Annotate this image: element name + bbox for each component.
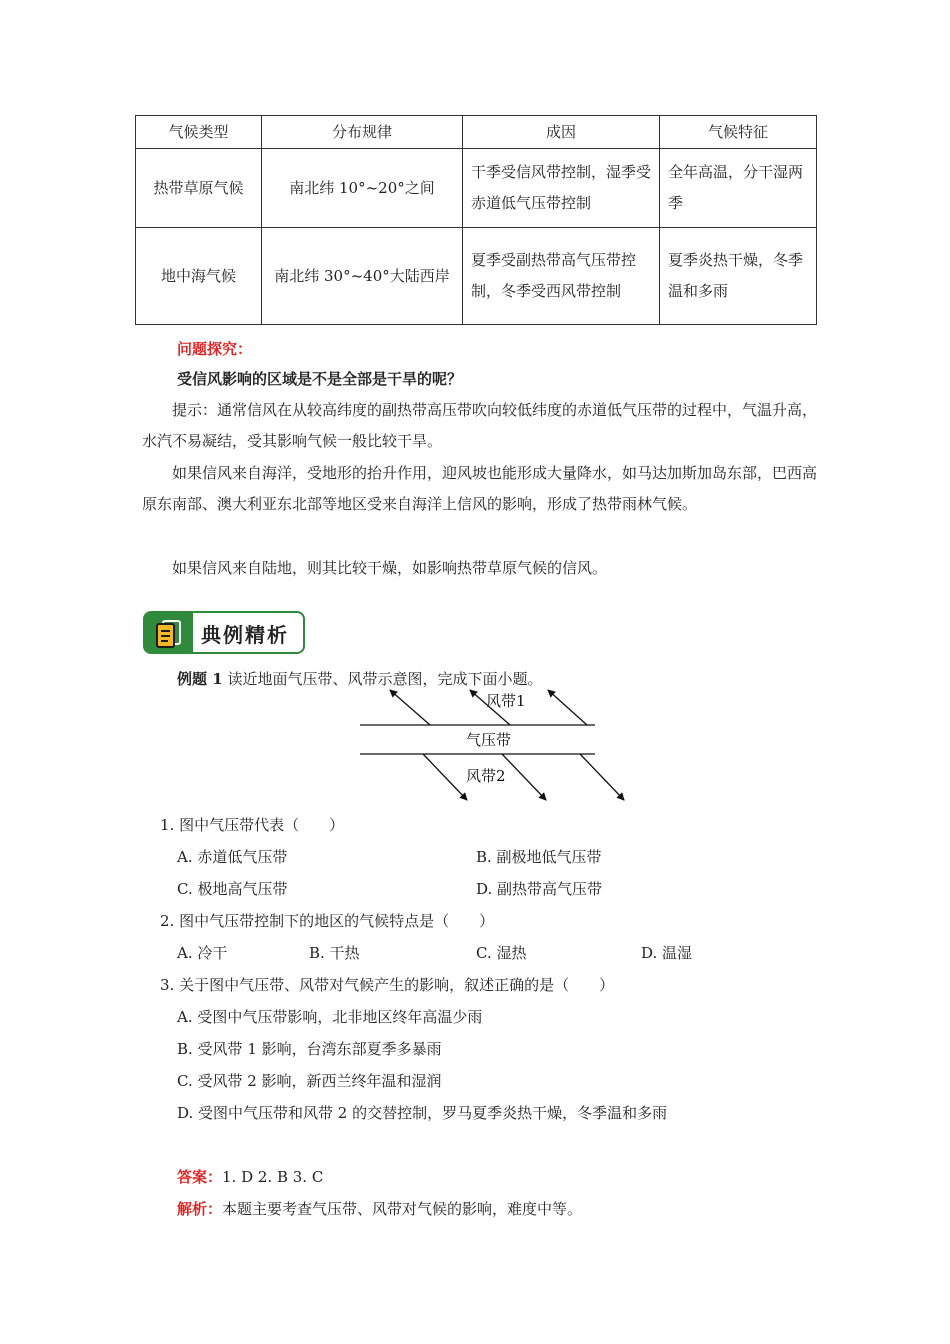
option-item: C. 湿热 <box>476 944 527 962</box>
climate-table <box>135 115 817 325</box>
inquiry-question: 受信风影响的区域是不是全部是干旱的呢？ <box>177 370 463 388</box>
option-item: B. 副极地低气压带 <box>476 848 602 866</box>
pressure-wind-diagram <box>355 688 635 806</box>
option-item: C. 受风带 2 影响，新西兰终年温和湿润 <box>177 1072 442 1090</box>
table-header: 分布规律 <box>262 116 463 149</box>
wind-arrow <box>423 754 467 800</box>
option-item: A. 受图中气压带影响，北非地区终年高温少雨 <box>177 1008 483 1026</box>
analysis-text: 本题主要考查气压带、风带对气候的影响，难度中等。 <box>222 1200 583 1218</box>
pressure-belt-label: 气压带 <box>466 731 512 749</box>
table-header: 气候类型 <box>136 116 262 149</box>
table-row <box>136 149 817 228</box>
answer-text: 1. D 2. B 3. C <box>222 1168 324 1186</box>
inquiry-hint: 提示：通常信风在从较高纬度的副热带高压带吹向较低纬度的赤道低气压带的过程中，气温升高，水汽不易凝结，受其影响气候一般比较干旱。 <box>142 401 818 450</box>
answer-label: 答案： <box>177 1168 223 1186</box>
example-intro <box>177 668 542 689</box>
table-cell: 全年高温，分干湿两季 <box>660 149 817 228</box>
table-cell: 南北纬 30°~40°大陆西岸 <box>262 228 463 325</box>
table-cell: 热带草原气候 <box>136 149 262 228</box>
table-header: 成因 <box>463 116 660 149</box>
wind-belt-2-label: 风带2 <box>466 767 506 785</box>
option-item: D. 副热带高气压带 <box>476 880 603 898</box>
option-item: D. 受图中气压带和风带 2 的交替控制，罗马夏季炎热干燥，冬季温和多雨 <box>177 1104 668 1122</box>
inquiry-heading: 问题探究： <box>177 340 253 358</box>
inquiry-paragraph: 如果信风来自陆地，则其比较干燥，如影响热带草原气候的信风。 <box>172 559 608 577</box>
table-cell: 夏季炎热干燥，冬季温和多雨 <box>660 228 817 325</box>
wind-arrow <box>390 690 430 725</box>
inquiry-paragraph: 如果信风来自海洋，受地形的抬升作用，迎风坡也能形成大量降水，如马达加斯加岛东部，巴西高原东南部、澳大利亚东北部等地区受来自海洋上信风的影响，形成了热带雨林气候。 <box>142 464 818 513</box>
wind-belt-1-label: 风带1 <box>486 692 526 710</box>
question-stem: 2. 图中气压带控制下的地区的气候特点是（ ） <box>160 912 495 930</box>
wind-arrow <box>580 754 624 800</box>
table-cell: 地中海气候 <box>136 228 262 325</box>
example-label: 例题 1 <box>177 670 223 688</box>
option-item: B. 受风带 1 影响，台湾东部夏季多暴雨 <box>177 1040 442 1058</box>
table-row <box>136 228 817 325</box>
analysis-label: 解析： <box>177 1200 223 1218</box>
option-item: C. 极地高气压带 <box>177 880 288 898</box>
table-header: 气候特征 <box>660 116 817 149</box>
example-text: 读近地面气压带、风带示意图，完成下面小题。 <box>227 670 543 688</box>
option-item: A. 赤道低气压带 <box>177 848 288 866</box>
section-title: 典例精析 <box>201 623 289 647</box>
table-cell: 干季受信风带控制，湿季受赤道低气压带控制 <box>463 149 660 228</box>
table-header-row <box>136 116 817 149</box>
answer-line <box>177 1166 323 1187</box>
option-item: D. 温湿 <box>641 944 693 962</box>
wind-arrow <box>548 690 587 725</box>
table-cell: 夏季受副热带高气压带控制，冬季受西风带控制 <box>463 228 660 325</box>
option-item: A. 冷干 <box>177 944 228 962</box>
section-banner <box>143 611 305 654</box>
option-item: B. 干热 <box>309 944 360 962</box>
question-stem: 1. 图中气压带代表（ ） <box>160 816 345 834</box>
document-list-icon <box>145 613 193 652</box>
table-cell: 南北纬 10°~20°之间 <box>262 149 463 228</box>
question-stem: 3. 关于图中气压带、风带对气候产生的影响，叙述正确的是（ ） <box>160 976 615 994</box>
analysis-line <box>177 1198 582 1219</box>
wind-arrow <box>502 754 546 800</box>
